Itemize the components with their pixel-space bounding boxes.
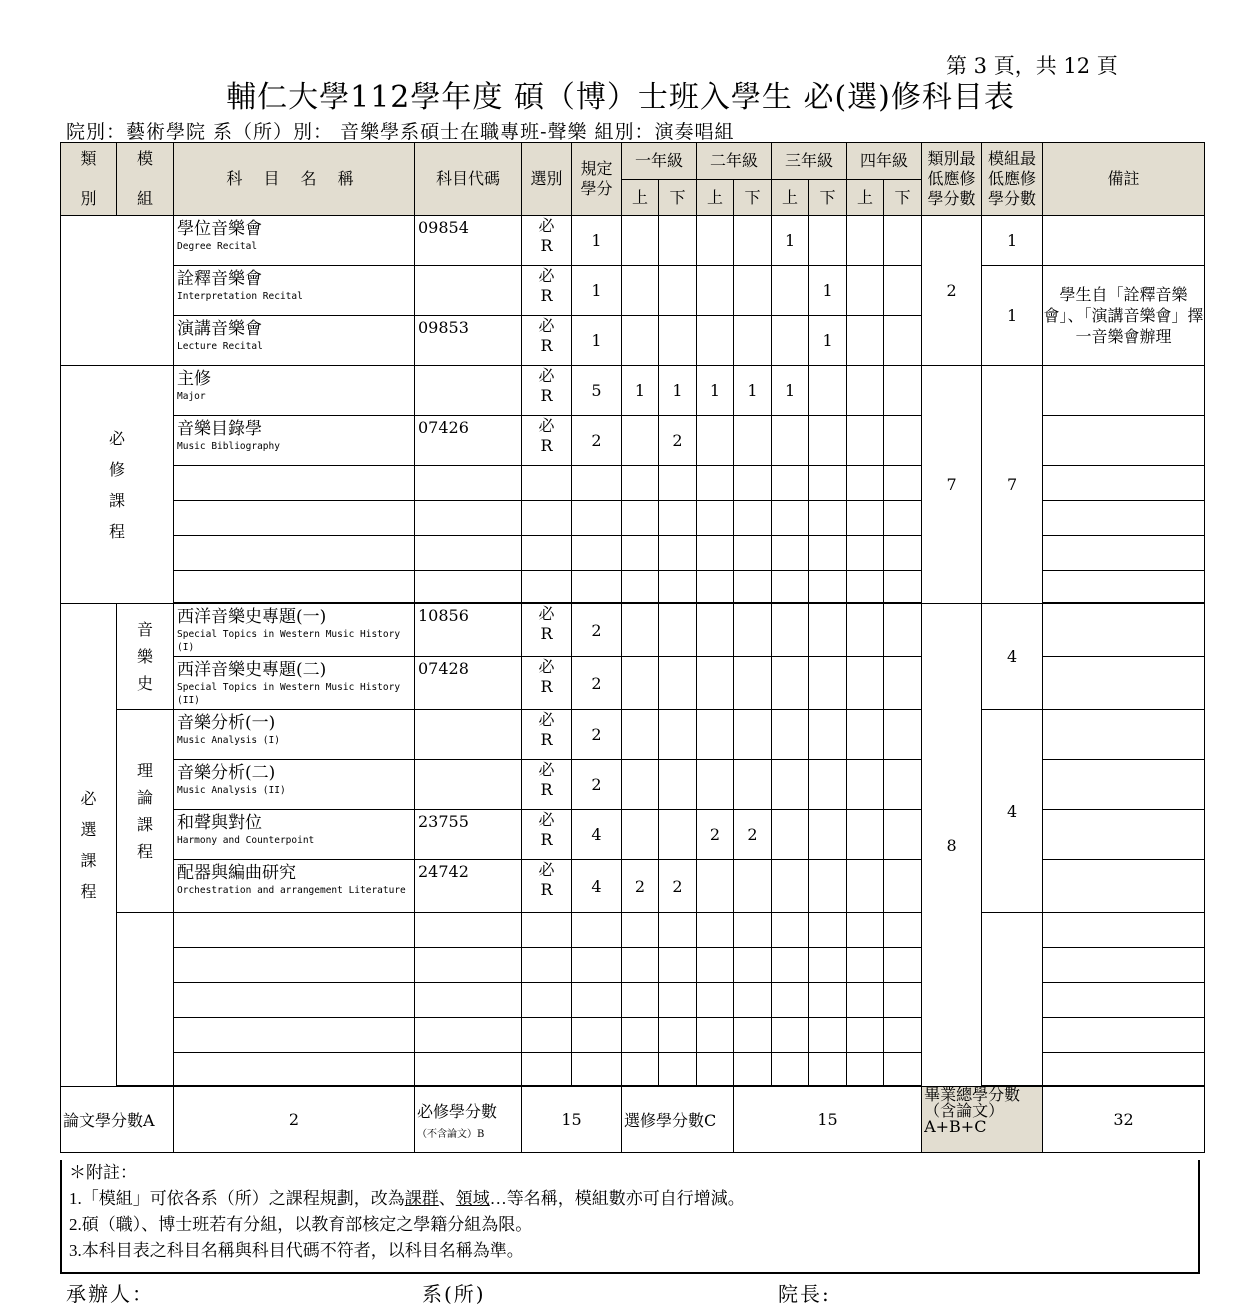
category-required: 必 修 課 程 <box>61 366 174 604</box>
module-music-history: 音 樂 史 <box>117 604 174 710</box>
sem-y1-down: 2 <box>659 860 697 913</box>
header-y3-down: 下 <box>809 180 847 216</box>
remark-cell <box>1043 657 1205 710</box>
course-code: 09853 <box>415 316 522 366</box>
signature-dean: 院長: <box>778 1282 831 1306</box>
header-y4-up: 上 <box>847 180 884 216</box>
header-year3: 三年級 <box>772 143 847 180</box>
req-elec: 必 R <box>522 416 572 466</box>
sem-y2-up <box>697 266 734 316</box>
course-code: 07428 <box>415 657 522 710</box>
course-code <box>415 266 522 316</box>
header-remarks: 備註 <box>1043 143 1205 216</box>
sem-y2-down <box>734 216 772 266</box>
sem-y1-up: 1 <box>622 366 659 416</box>
course-name: 學位音樂會 Degree Recital <box>174 216 415 266</box>
signature-department: 系(所) <box>422 1282 486 1306</box>
course-name: 演講音樂會 Lecture Recital <box>174 316 415 366</box>
header-category-min: 類別最 低應修 學分數 <box>922 143 982 216</box>
credits: 5 <box>572 366 622 416</box>
sem-y4-down <box>884 366 922 416</box>
credits: 1 <box>572 266 622 316</box>
table-row-empty <box>61 913 1205 948</box>
credits: 2 <box>572 760 622 810</box>
course-name: 和聲與對位 Harmony and Counterpoint <box>174 810 415 860</box>
credits: 2 <box>572 710 622 760</box>
module-min-credits: 4 <box>982 710 1043 913</box>
header-row-1 <box>61 143 1205 180</box>
sem-y3-down <box>809 416 847 466</box>
sem-y1-down <box>659 266 697 316</box>
sem-y2-up <box>697 316 734 366</box>
table-row <box>61 216 1205 266</box>
req-elec: 必 R <box>522 657 572 710</box>
sem-y2-down: 2 <box>734 810 772 860</box>
table-row <box>61 366 1205 416</box>
header-y2-down: 下 <box>734 180 772 216</box>
req-elec: 必 R <box>522 860 572 913</box>
course-name: 主修 Major <box>174 366 415 416</box>
thesis-credits-value: 2 <box>174 1087 415 1153</box>
sem-y4-up <box>847 316 884 366</box>
header-y3-up: 上 <box>772 180 809 216</box>
sem-y2-down <box>734 416 772 466</box>
course-name: 音樂目錄學 Music Bibliography <box>174 416 415 466</box>
sem-y4-up <box>847 416 884 466</box>
sem-y3-down: 1 <box>809 316 847 366</box>
sem-y1-up <box>622 416 659 466</box>
course-code: 10856 <box>415 604 522 657</box>
remark-cell <box>1043 760 1205 810</box>
course-code: 23755 <box>415 810 522 860</box>
required-credits-label: 必修學分數 （不含論文）B <box>415 1087 522 1153</box>
sem-y2-up: 2 <box>697 810 734 860</box>
note-line-3: 3.本科目表之科目名稱與科目代碼不符者，以科目名稱為準。 <box>69 1241 524 1260</box>
college-department-info: 院別：藝術學院 系（所）別： 音樂學系碩士在職專班-聲樂 組別：演奏唱組 <box>66 121 735 143</box>
sem-y4-up <box>847 266 884 316</box>
module-min-credits: 1 <box>982 266 1043 366</box>
sem-y1-up <box>622 316 659 366</box>
remark-cell <box>1043 810 1205 860</box>
notes-section <box>60 1160 1200 1274</box>
sem-y1-up <box>622 216 659 266</box>
req-elec: 必 R <box>522 266 572 316</box>
course-code <box>415 710 522 760</box>
course-name: 音樂分析(二) Music Analysis (II) <box>174 760 415 810</box>
header-category: 類 別 <box>61 143 117 216</box>
sem-y3-down: 1 <box>809 266 847 316</box>
credits: 1 <box>572 216 622 266</box>
req-elec: 必 R <box>522 604 572 657</box>
sem-y3-up <box>772 316 809 366</box>
sem-y2-up <box>697 416 734 466</box>
header-course-name: 科 目 名 稱 <box>174 143 415 216</box>
remark-cell: 學生自「詮釋音樂會」、「演講音樂會」擇一音樂會辦理 <box>1043 266 1205 366</box>
summary-row <box>61 1087 1205 1153</box>
module-min-credits: 7 <box>982 366 1043 604</box>
sem-y3-down <box>809 216 847 266</box>
req-elec: 必 R <box>522 810 572 860</box>
sem-y1-down: 2 <box>659 416 697 466</box>
sem-y2-down <box>734 266 772 316</box>
course-code: 09854 <box>415 216 522 266</box>
sem-y3-up <box>772 266 809 316</box>
credits: 4 <box>572 810 622 860</box>
total-credits-label: 畢業總學分數 （含論文） A+B+C <box>922 1087 1043 1153</box>
header-module-min: 模組最 低應修 學分數 <box>982 143 1043 216</box>
course-name: 西洋音樂史專題(二) Special Topics in Western Music History (II) <box>174 657 415 710</box>
sem-y3-up <box>772 416 809 466</box>
course-name: 音樂分析(一) Music Analysis (I) <box>174 710 415 760</box>
req-elec: 必 R <box>522 216 572 266</box>
course-name: 西洋音樂史專題(一) Special Topics in Western Music History (I) <box>174 604 415 657</box>
sem-y1-up: 2 <box>622 860 659 913</box>
credits: 2 <box>572 657 622 710</box>
sem-y4-down <box>884 216 922 266</box>
sem-y1-down <box>659 810 697 860</box>
category-min-credits: 7 <box>922 366 982 604</box>
header-year2: 二年級 <box>697 143 772 180</box>
req-elec: 必 R <box>522 316 572 366</box>
sem-y1-up <box>622 810 659 860</box>
req-elec: 必 R <box>522 710 572 760</box>
total-credits-value: 32 <box>1043 1087 1205 1153</box>
req-elec: 必 R <box>522 760 572 810</box>
sem-y1-down: 1 <box>659 366 697 416</box>
elective-credits-value: 15 <box>734 1087 922 1153</box>
category-elective: 必 選 課 程 <box>61 604 117 1087</box>
sem-y2-up: 1 <box>697 366 734 416</box>
table-row <box>61 266 1205 316</box>
remark-cell <box>1043 604 1205 657</box>
header-module: 模 組 <box>117 143 174 216</box>
course-name: 詮釋音樂會 Interpretation Recital <box>174 266 415 316</box>
page-title: 輔仁大學112學年度 碩（博）士班入學生 必(選)修科目表 <box>226 80 1015 115</box>
sem-y4-up <box>847 366 884 416</box>
sem-y2-down <box>734 316 772 366</box>
sem-y1-down <box>659 216 697 266</box>
credits: 4 <box>572 860 622 913</box>
sem-y4-down <box>884 316 922 366</box>
course-code <box>415 760 522 810</box>
header-course-code: 科目代碼 <box>415 143 522 216</box>
remark-cell <box>1043 366 1205 416</box>
header-req-elec: 選別 <box>522 143 572 216</box>
category-min-credits: 2 <box>922 216 982 366</box>
course-name: 配器與編曲研究 Orchestration and arrangement Literature <box>174 860 415 913</box>
req-elec: 必 R <box>522 366 572 416</box>
credits: 2 <box>572 416 622 466</box>
header-year4: 四年級 <box>847 143 922 180</box>
sem-y1-down <box>659 316 697 366</box>
credits: 2 <box>572 604 622 657</box>
remark-cell <box>1043 860 1205 913</box>
sem-y2-down: 1 <box>734 366 772 416</box>
note-line-1: 1.「模組」可依各系（所）之課程規劃，改為課群、領域…等名稱，模組數亦可自行增減。 <box>69 1189 745 1208</box>
remark-cell <box>1043 216 1205 266</box>
module-min-credits: 1 <box>982 216 1043 266</box>
page-number: 第 3 頁，共 12 頁 <box>946 54 1118 78</box>
sem-y4-up <box>847 216 884 266</box>
sem-y3-up: 1 <box>772 366 809 416</box>
header-credits: 規定 學分 <box>572 143 622 216</box>
category-cell-blank <box>61 216 174 366</box>
header-y2-up: 上 <box>697 180 734 216</box>
note-line-2: 2.碩（職）、博士班若有分組，以教育部核定之學籍分組為限。 <box>69 1215 533 1234</box>
course-code <box>415 366 522 416</box>
course-code: 24742 <box>415 860 522 913</box>
sem-y3-up: 1 <box>772 216 809 266</box>
notes-title: ＊附註： <box>69 1163 137 1182</box>
signature-handler: 承辦人： <box>66 1282 154 1306</box>
sem-y4-down <box>884 416 922 466</box>
credits: 1 <box>572 316 622 366</box>
sem-y4-down <box>884 266 922 316</box>
sem-y1-up <box>622 266 659 316</box>
remark-cell <box>1043 710 1205 760</box>
sem-y2-up <box>697 216 734 266</box>
thesis-credits-label: 論文學分數A <box>61 1087 174 1153</box>
header-year1: 一年級 <box>622 143 697 180</box>
remark-cell <box>1043 416 1205 466</box>
course-table <box>60 142 1205 1153</box>
table-row <box>61 604 1205 657</box>
module-theory: 理 論 課 程 <box>117 710 174 913</box>
sem-y3-down <box>809 366 847 416</box>
required-credits-value: 15 <box>522 1087 622 1153</box>
category-min-credits: 8 <box>922 604 982 1087</box>
header-y1-up: 上 <box>622 180 659 216</box>
table-row <box>61 710 1205 760</box>
header-y4-down: 下 <box>884 180 922 216</box>
module-min-credits: 4 <box>982 604 1043 710</box>
course-code: 07426 <box>415 416 522 466</box>
elective-credits-label: 選修學分數C <box>622 1087 734 1153</box>
header-y1-down: 下 <box>659 180 697 216</box>
